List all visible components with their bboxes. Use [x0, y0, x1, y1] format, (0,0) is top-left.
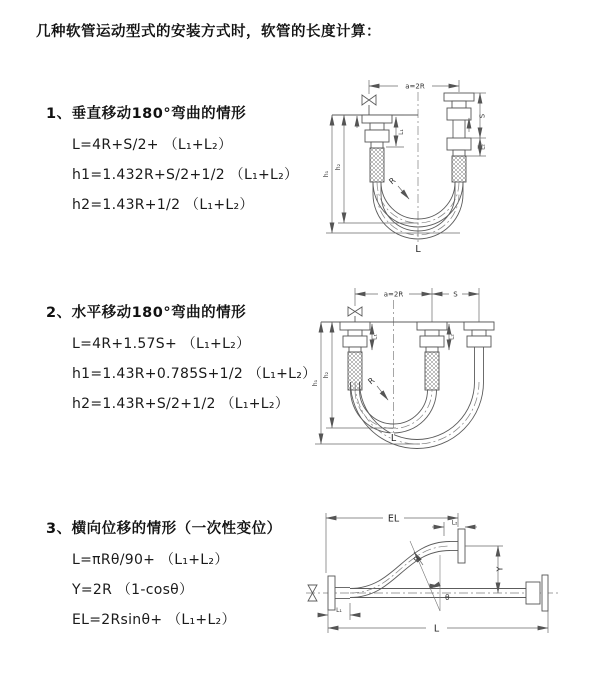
- braided-hose-section: [425, 352, 439, 390]
- dim-label-L1: L₁: [371, 334, 379, 340]
- section-3: [46, 517, 282, 639]
- left-hose-fitting: [362, 115, 392, 182]
- dim-label-L2: L₂: [479, 144, 487, 150]
- dim-S: [432, 291, 479, 299]
- length-label: L: [390, 433, 397, 444]
- valve-icon: [348, 307, 362, 322]
- dim-label-L2: L₂: [448, 334, 456, 340]
- dim-L2: [432, 520, 477, 537]
- dim-label-h2: h₂: [335, 163, 342, 171]
- page-title: 几种软管运动型式的安装方式时，软管的长度计算：: [36, 24, 381, 40]
- dim-label-L1: L₁: [336, 607, 342, 614]
- section-1-formula-h1: h1=1.432R+S/2+1/2 （L₁+L₂）: [72, 167, 299, 183]
- dim-h1: [323, 115, 460, 233]
- dim-label-h2: h₂: [323, 371, 330, 379]
- radius-construction: [410, 541, 450, 611]
- section-2: [46, 301, 316, 423]
- section-2-formula-h1: h1=1.43R+0.785S+1/2 （L₁+L₂）: [72, 366, 317, 382]
- section-2-formula-L: L=4R+1.57S+ （L₁+L₂）: [72, 336, 251, 352]
- hose-s-curve: [350, 542, 450, 598]
- radius-callout: [387, 176, 409, 199]
- theta-label: θ: [445, 593, 450, 602]
- dim-label-L2: L₂: [451, 519, 458, 527]
- dim-label-h1: h₁: [323, 170, 330, 178]
- dim-label-L1: L₁: [398, 129, 405, 135]
- braided-hose-section: [452, 156, 466, 182]
- middle-hose-fitting: [417, 322, 447, 390]
- valve-icon: [362, 95, 376, 115]
- section-3-formula-L: L=πRθ/90+ （L₁+L₂）: [72, 552, 229, 568]
- radius-label: R: [366, 375, 377, 387]
- section-1-formula-h2: h2=1.43R+1/2 （L₁+L₂）: [72, 197, 254, 213]
- dim-Y: [465, 546, 505, 593]
- radius-callout: [366, 376, 388, 400]
- upper-flange-displaced: [450, 529, 465, 563]
- hose-u-bend: [351, 382, 484, 449]
- dim-label-a2R: a=2R: [383, 290, 404, 299]
- section-3-heading: 3、横向位移的情形（一次性变位）: [46, 521, 282, 537]
- dim-label-S: S: [453, 290, 458, 299]
- section-1-heading: 1、垂直移动180°弯曲的情形: [46, 106, 247, 122]
- dim-a2R: [369, 80, 459, 94]
- diagram-3-lateral-displacement: [298, 503, 600, 648]
- right-hose-fitting-moved: [464, 322, 494, 382]
- dim-label-h1: h₁: [312, 379, 319, 387]
- section-1: [46, 102, 298, 224]
- dim-L2: [449, 324, 456, 350]
- dim-label-EL: EL: [387, 513, 400, 525]
- radius-label: R: [387, 175, 398, 187]
- dim-L2: [480, 138, 487, 156]
- right-hose-fitting: [444, 93, 474, 182]
- dim-L1: [320, 603, 358, 620]
- braided-hose-section: [370, 148, 384, 182]
- section-2-heading: 2、水平移动180°弯曲的情形: [46, 305, 247, 321]
- length-label: L: [433, 623, 440, 635]
- dim-label-a2R: a=2R: [405, 82, 425, 91]
- section-2-formula-h2: h2=1.43R+S/2+1/2 （L₁+L₂）: [72, 396, 290, 412]
- dim-label-Y: Y: [495, 566, 505, 572]
- radius-label: R: [411, 554, 423, 565]
- section-3-formula-Y: Y=2R （1-cosθ）: [72, 582, 194, 598]
- dim-L1: [372, 324, 379, 350]
- diagram-1-vertical-180-bend: [312, 70, 600, 255]
- section-3-formula-EL: EL=2Rsinθ+ （L₁+L₂）: [72, 612, 236, 628]
- section-1-formula-L: L=4R+S/2+ （L₁+L₂）: [72, 137, 233, 153]
- length-label: L: [415, 244, 421, 255]
- dim-a2R: [355, 288, 479, 322]
- dim-label-S: S: [478, 113, 487, 119]
- dim-L: [328, 611, 548, 635]
- diagram-2-horizontal-180-bend: [308, 282, 600, 462]
